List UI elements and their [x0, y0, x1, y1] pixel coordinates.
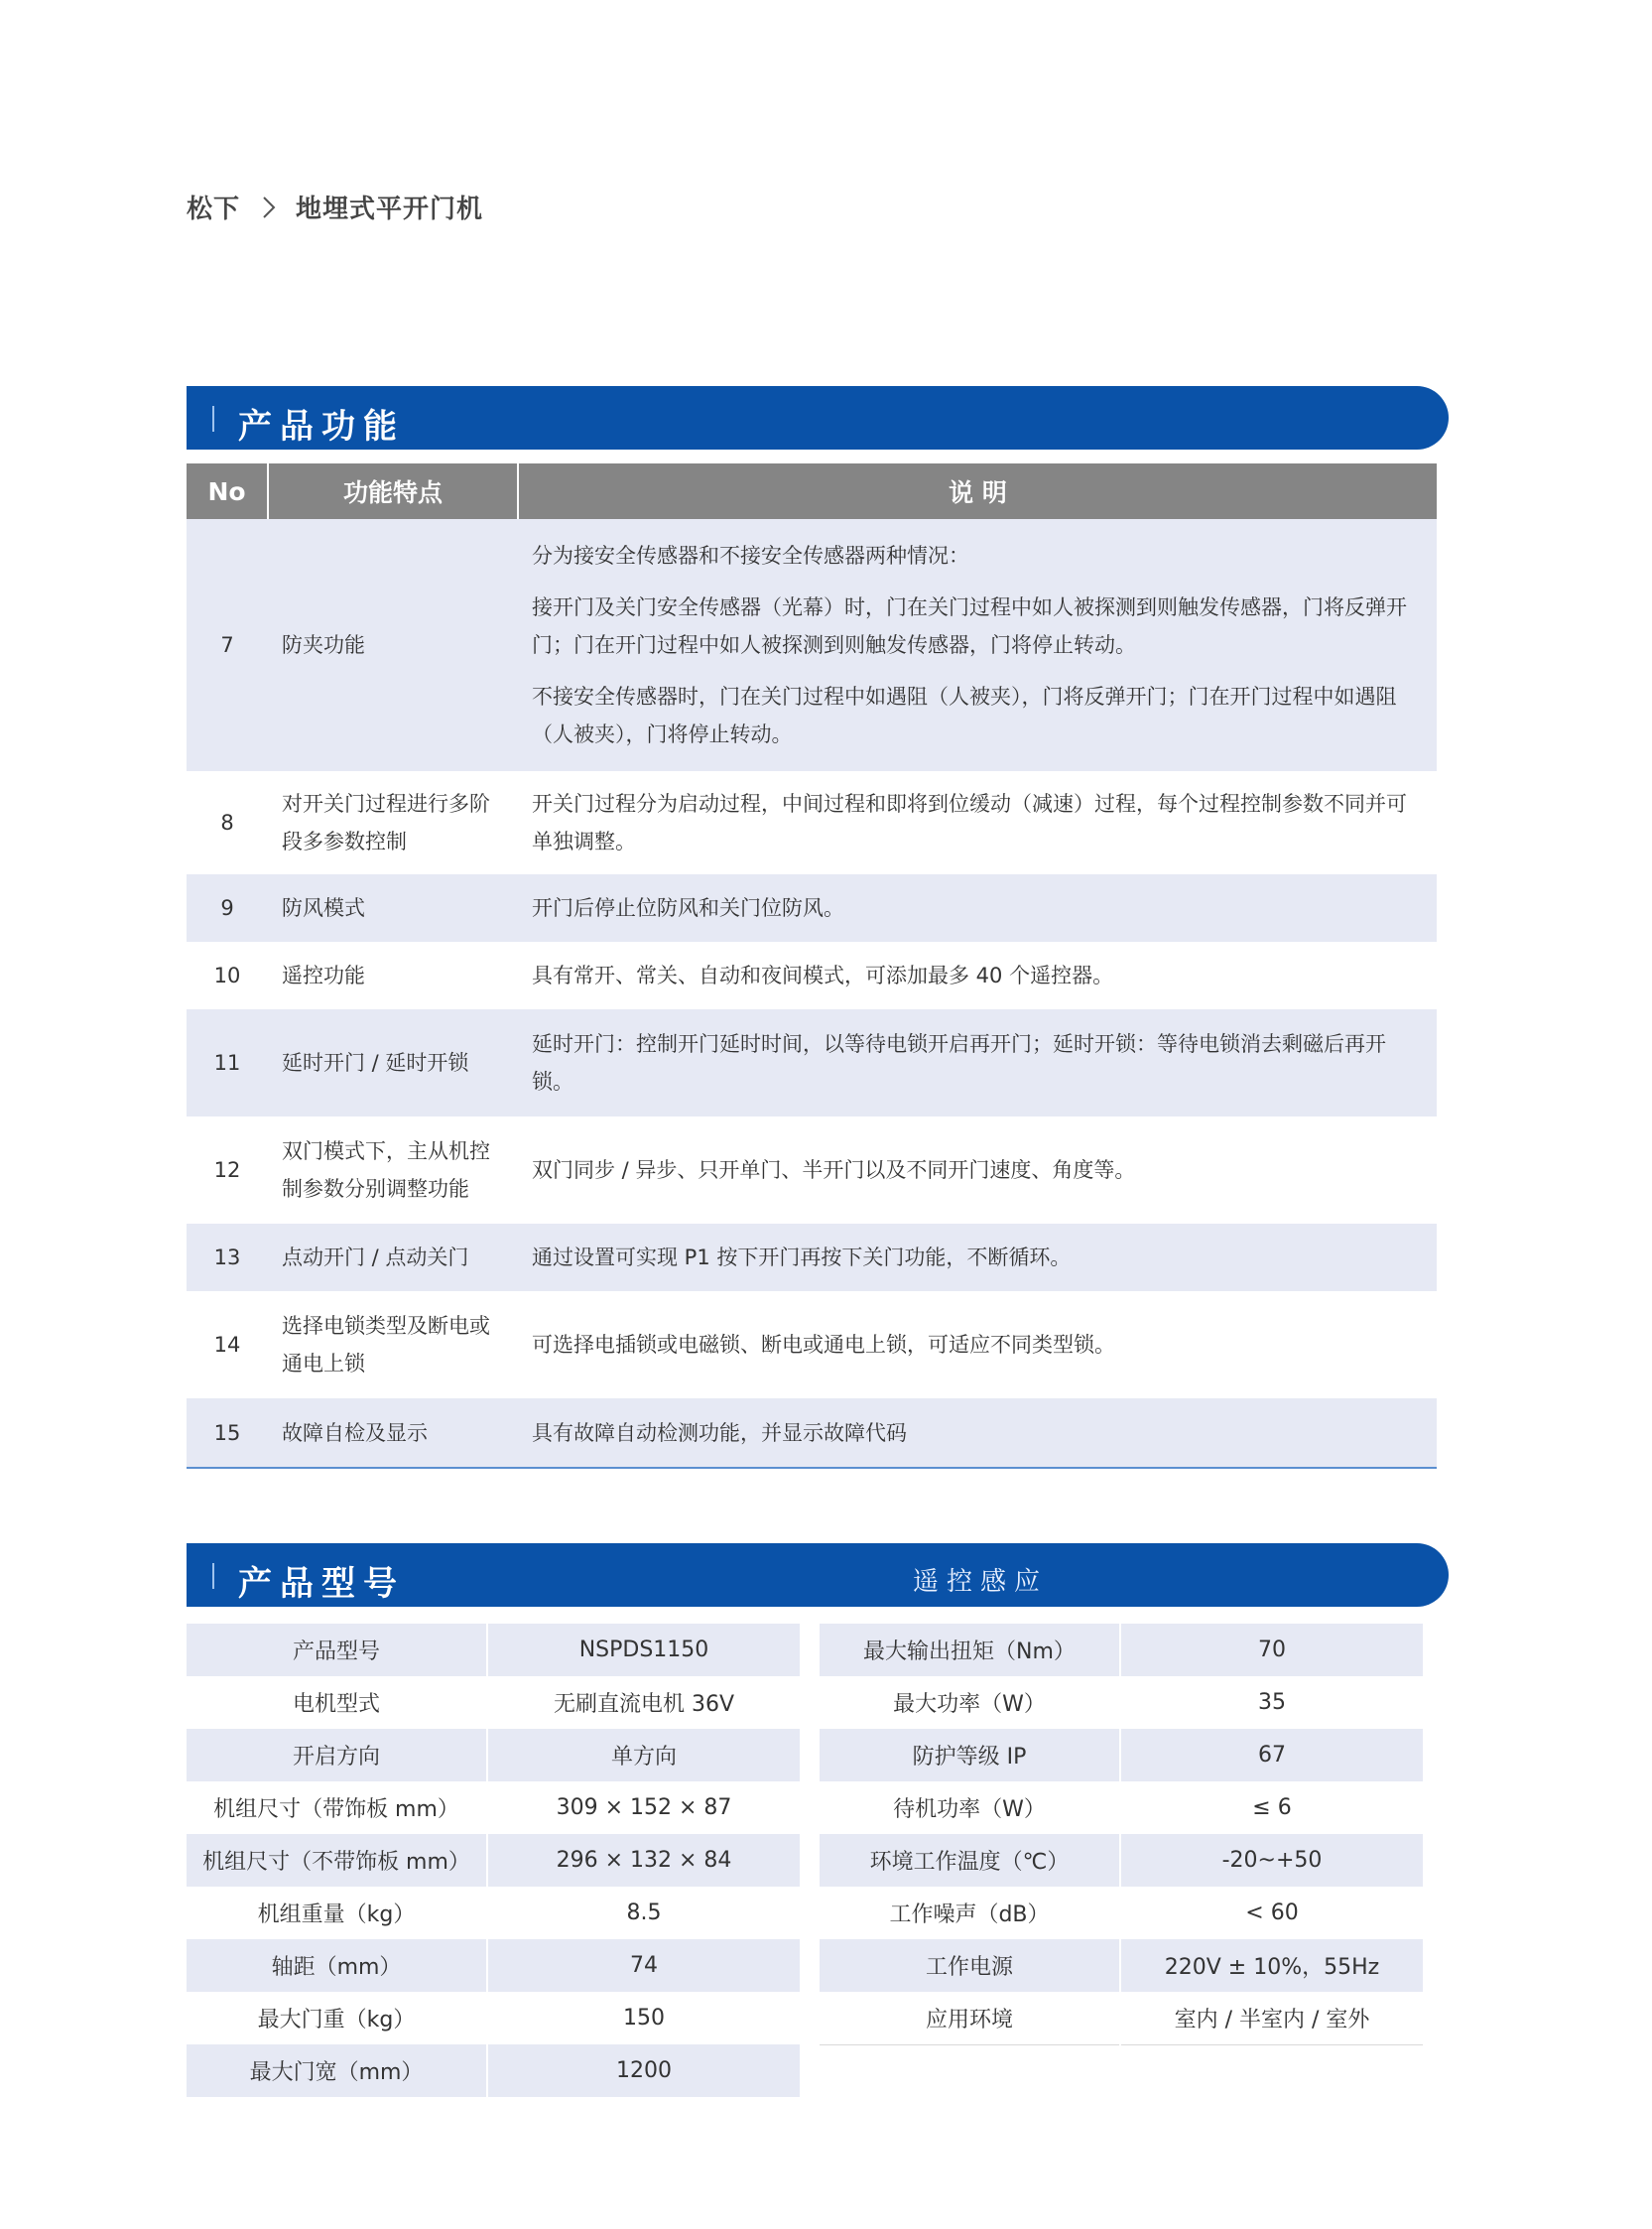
table-row	[187, 519, 1437, 771]
spec-row	[820, 1992, 1423, 2045]
feature-description	[518, 1116, 1437, 1224]
spec-value: 150	[623, 2006, 665, 2031]
description-paragraph: 具有故障自动检测功能，并显示故障代码	[532, 1420, 907, 1445]
spec-row	[820, 1939, 1423, 1992]
spec-value: 1200	[487, 2044, 800, 2097]
description-paragraph: 接开门及关门安全传感器（光幕）时，门在关门过程中如人被探测到则触发传感器，门将反弹开门；门在开门过程中如人被探测到则触发传感器，门将停止转动。	[532, 595, 1407, 657]
spec-label: 机组尺寸（带饰板 mm）	[187, 1781, 487, 1834]
feature-description	[518, 1009, 1437, 1116]
model-section-title: 产品型号	[238, 1564, 405, 1604]
spec-table-right	[820, 1624, 1423, 2045]
table-row	[187, 942, 1437, 1009]
spec-value: 74	[487, 1939, 800, 1992]
feature-description	[518, 771, 1437, 874]
spec-label: 防护等级 IP	[820, 1729, 1120, 1781]
spec-row	[820, 1781, 1423, 1834]
table-row	[187, 1291, 1437, 1398]
row-number: 12	[213, 1158, 241, 1182]
spec-label: 开启方向	[187, 1729, 487, 1781]
spec-label: 最大门宽（mm）	[187, 2044, 487, 2097]
model-section-subtitle: 遥控感应	[913, 1567, 1049, 1597]
spec-row	[187, 1624, 800, 1676]
feature-name: 防夹功能	[268, 519, 518, 771]
spec-value: NSPDS1150	[487, 1624, 800, 1676]
spec-label: 最大输出扭矩（Nm）	[820, 1624, 1120, 1676]
table-row	[187, 1398, 1437, 1468]
row-number: 11	[187, 1009, 268, 1116]
breadcrumb-category: 地埋式平开门机	[296, 195, 484, 224]
spec-label: 机组尺寸（不带饰板 mm）	[187, 1834, 487, 1887]
spec-row	[187, 1676, 800, 1729]
spec-value: 309 × 152 × 87	[556, 1795, 732, 1820]
breadcrumb	[187, 189, 483, 225]
spec-value: 35	[1258, 1690, 1286, 1715]
table-row	[187, 1116, 1437, 1224]
spec-row	[187, 1729, 800, 1781]
description-paragraph: 具有常开、常关、自动和夜间模式，可添加最多 40 个遥控器。	[532, 964, 1114, 987]
spec-value: 70	[1120, 1624, 1423, 1676]
spec-row	[187, 2044, 800, 2097]
description-paragraph: 开门后停止位防风和关门位防风。	[532, 896, 844, 920]
table-row	[187, 874, 1437, 942]
spec-row	[820, 1729, 1423, 1781]
spec-label: 最大功率（W）	[820, 1676, 1120, 1729]
spec-label: 产品型号	[187, 1624, 487, 1676]
spec-row	[187, 1939, 800, 1992]
description-paragraph: 延时开门：控制开门延时时间，以等待电锁开启再开门；延时开锁：等待电锁消去剩磁后再开锁。	[532, 1032, 1386, 1094]
feature-description	[518, 519, 1437, 771]
spec-value: 室内 / 半室内 / 室外	[1120, 1992, 1423, 2045]
description-paragraph: 开关门过程分为启动过程，中间过程和即将到位缓动（减速）过程，每个过程控制参数不同并可单独调整。	[532, 792, 1407, 853]
feature-name: 故障自检及显示	[268, 1398, 518, 1468]
breadcrumb-brand[interactable]: 松下	[187, 195, 241, 224]
spec-value: 单方向	[487, 1729, 800, 1781]
spec-row	[187, 1781, 800, 1834]
spec-value: ≤ 6	[1252, 1795, 1292, 1820]
feature-name: 对开关门过程进行多阶段多参数控制	[282, 792, 490, 853]
spec-value: 8.5	[626, 1901, 662, 1925]
spec-label: 轴距（mm）	[187, 1939, 487, 1992]
feature-name: 延时开门 / 延时开锁	[268, 1009, 518, 1116]
row-number: 14	[213, 1333, 241, 1357]
description-paragraph: 分为接安全传感器和不接安全传感器两种情况：	[532, 544, 969, 568]
section-divider	[212, 1563, 214, 1589]
spec-label: 工作噪声（dB）	[820, 1887, 1120, 1939]
description-paragraph: 不接安全传感器时，门在关门过程中如遇阻（人被夹），门将反弹开门；门在开门过程中如遇阻（人被夹），门将停止转动。	[532, 685, 1397, 746]
spec-value: < 60	[1245, 1901, 1299, 1925]
spec-label: 应用环境	[820, 1992, 1120, 2045]
row-number: 9	[187, 874, 268, 942]
spec-table-left	[187, 1624, 800, 2097]
description-paragraph: 双门同步 / 异步、只开单门、半开门以及不同开门速度、角度等。	[532, 1158, 1136, 1182]
spec-label: 电机型式	[187, 1676, 487, 1729]
features-table	[187, 463, 1437, 1469]
spec-label: 最大门重（kg）	[187, 1992, 487, 2044]
features-section-title: 产品功能	[238, 407, 405, 447]
column-header-no: No	[187, 463, 268, 519]
spec-row	[187, 1992, 800, 2044]
spec-label: 待机功率（W）	[820, 1781, 1120, 1834]
spec-row	[820, 1624, 1423, 1676]
section-divider	[212, 406, 214, 432]
spec-value: -20~+50	[1120, 1834, 1423, 1887]
description-paragraph: 通过设置可实现 P1 按下开门再按下关门功能，不断循环。	[532, 1246, 1072, 1269]
spec-row	[820, 1834, 1423, 1887]
table-row	[187, 1224, 1437, 1291]
feature-description	[518, 942, 1437, 1009]
spec-row	[187, 1834, 800, 1887]
spec-label: 机组重量（kg）	[187, 1887, 487, 1939]
feature-name: 点动开门 / 点动关门	[268, 1224, 518, 1291]
column-header-desc: 说 明	[518, 463, 1437, 519]
feature-name: 双门模式下，主从机控制参数分别调整功能	[282, 1139, 490, 1201]
feature-description	[518, 1224, 1437, 1291]
spec-label: 环境工作温度（℃）	[820, 1834, 1120, 1887]
row-number: 10	[213, 964, 241, 987]
spec-row	[187, 1887, 800, 1939]
feature-name: 防风模式	[268, 874, 518, 942]
row-number: 13	[187, 1224, 268, 1291]
feature-description	[518, 1291, 1437, 1398]
row-number: 8	[220, 811, 234, 835]
spec-row	[820, 1676, 1423, 1729]
feature-name: 选择电锁类型及断电或通电上锁	[282, 1314, 490, 1376]
feature-description	[518, 1398, 1437, 1468]
model-section-header	[187, 1543, 1449, 1607]
table-row	[187, 1009, 1437, 1116]
spec-value: 无刷直流电机 36V	[553, 1692, 735, 1717]
feature-name: 遥控功能	[282, 964, 365, 987]
features-header-row	[187, 463, 1437, 519]
feature-description	[518, 874, 1437, 942]
spec-value: 220V ± 10%，55Hz	[1120, 1939, 1423, 1992]
spec-value: 67	[1120, 1729, 1423, 1781]
chevron-right-icon	[262, 196, 276, 219]
spec-value: 296 × 132 × 84	[487, 1834, 800, 1887]
table-row	[187, 771, 1437, 874]
spec-label: 工作电源	[820, 1939, 1120, 1992]
description-paragraph: 可选择电插锁或电磁锁、断电或通电上锁，可适应不同类型锁。	[532, 1333, 1115, 1357]
row-number: 7	[187, 519, 268, 771]
features-section-header	[187, 386, 1449, 450]
column-header-feature: 功能特点	[268, 463, 518, 519]
spec-row	[820, 1887, 1423, 1939]
row-number: 15	[187, 1398, 268, 1468]
